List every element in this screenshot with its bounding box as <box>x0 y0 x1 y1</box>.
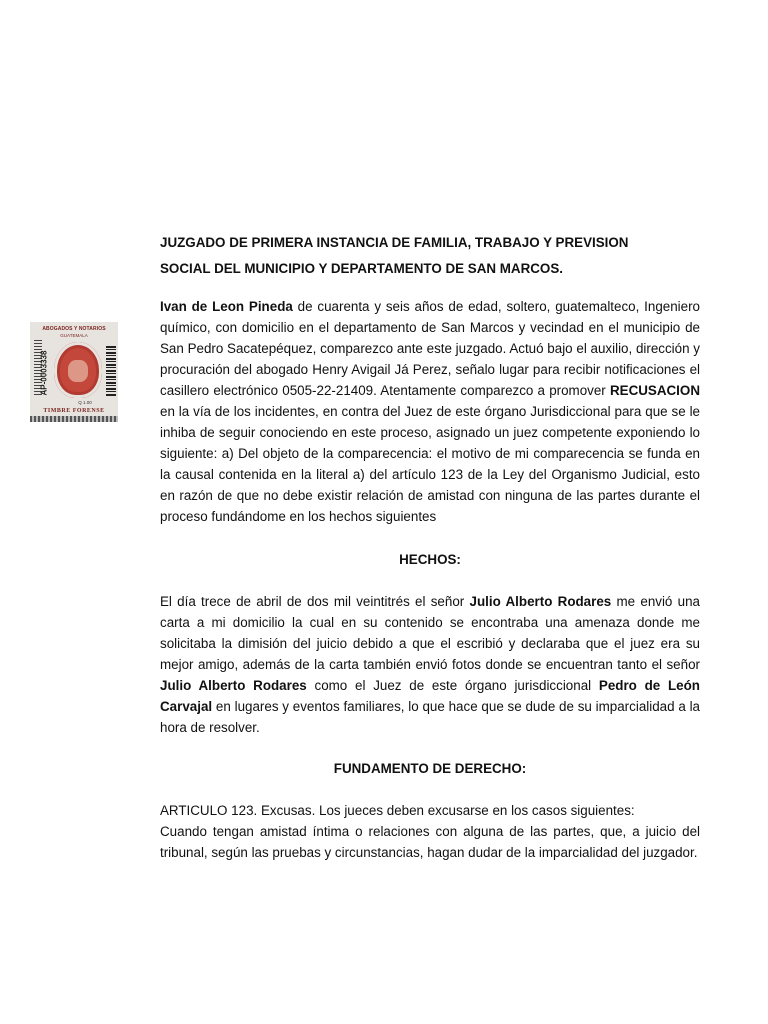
hechos-name-1: Julio Alberto Rodares <box>469 594 612 609</box>
hechos-name-2: Julio Alberto Rodares <box>160 678 307 693</box>
stamp-seal-icon <box>54 342 102 398</box>
hechos-text-4: en lugares y eventos familiares, lo que hace que se dude de su imparcialidad a la hora de resolver. <box>160 699 700 735</box>
document-body <box>160 232 700 863</box>
intro-text-2: en la vía de los incidentes, en contra del Juez de este órgano Jurisdiccional para que se le inhiba de seguir conociendo en este proceso, asignado un juez competente exponiendo lo siguiente: a) Del objeto de la comparecencia: el motivo de mi comparecencia se funda en la causal contenida en la literal a) del artículo 123 de la Ley del Organismo Judicial, esto en razón de que no debe existir relación de amistad con ninguna de las partes durante el proceso fundándome en los hechos siguientes <box>160 404 700 524</box>
stamp-barcode <box>106 346 116 396</box>
intro-paragraph <box>160 296 700 527</box>
stamp-bottom-text: TIMBRE FORENSE <box>43 408 105 414</box>
stamp-serial: AP-0003338 <box>39 350 49 396</box>
forensic-stamp <box>30 322 118 422</box>
petitioner-name: Ivan de Leon Pineda <box>160 299 293 314</box>
articulo-line-1: ARTICULO 123. Excusas. Los jueces deben excusarse en los casos siguientes: <box>160 803 635 818</box>
court-heading-line2: SOCIAL DEL MUNICIPIO Y DEPARTAMENTO DE SAN MARCOS. <box>160 261 563 276</box>
stamp-strip <box>30 416 118 422</box>
hechos-name-3: Pedro de León Carvajal <box>160 678 700 714</box>
recusacion-term: RECUSACION <box>609 383 700 398</box>
hechos-text-3: como el Juez de este órgano jurisdiccional <box>306 678 599 693</box>
hechos-text-1: El día trece de abril de dos mil veintitrés el señor <box>160 594 470 609</box>
stamp-sub-text: GUATEMALA <box>60 333 88 338</box>
articulo-line-2: Cuando tengan amistad íntima o relaciones con alguna de las partes, que, a juicio del tribunal, según las pruebas y circunstancias, hagan dudar de la imparcialidad del juzgador. <box>160 824 700 860</box>
fundamento-title: FUNDAMENTO DE DERECHO: <box>333 761 527 776</box>
hechos-title: HECHOS: <box>399 552 461 567</box>
court-heading-line1: JUZGADO DE PRIMERA INSTANCIA DE FAMILIA, TRABAJO Y PREVISION <box>160 235 629 250</box>
intro-text-1: de cuarenta y seis años de edad, soltero, guatemalteco, Ingeniero químico, con domicilio en el departamento de San Marcos y vecindad en el municipio de San Pedro Sacatepéquez, comparezco ante este juzgado. Actuó bajo el auxilio, dirección y procuración del abogado Henry Avigail Já Perez, señalo lugar para recibir notificaciones el casillero electrónico 0505-22-21409. Atentamente comparezco a promover <box>160 299 700 398</box>
stamp-value: Q 1.00 <box>78 400 92 405</box>
hechos-text-2: me envió una carta a mi domicilio la cual en su contenido se encontraba una amenaza donde me solicitaba la dimisión del juicio debido a que el escribió y declaraba que el juez era su mejor amigo, además de la carta también envió fotos donde se encuentran tanto el señor <box>160 594 700 672</box>
hechos-paragraph <box>160 591 700 738</box>
stamp-top-text: ABOGADOS Y NOTARIOS <box>42 326 106 332</box>
